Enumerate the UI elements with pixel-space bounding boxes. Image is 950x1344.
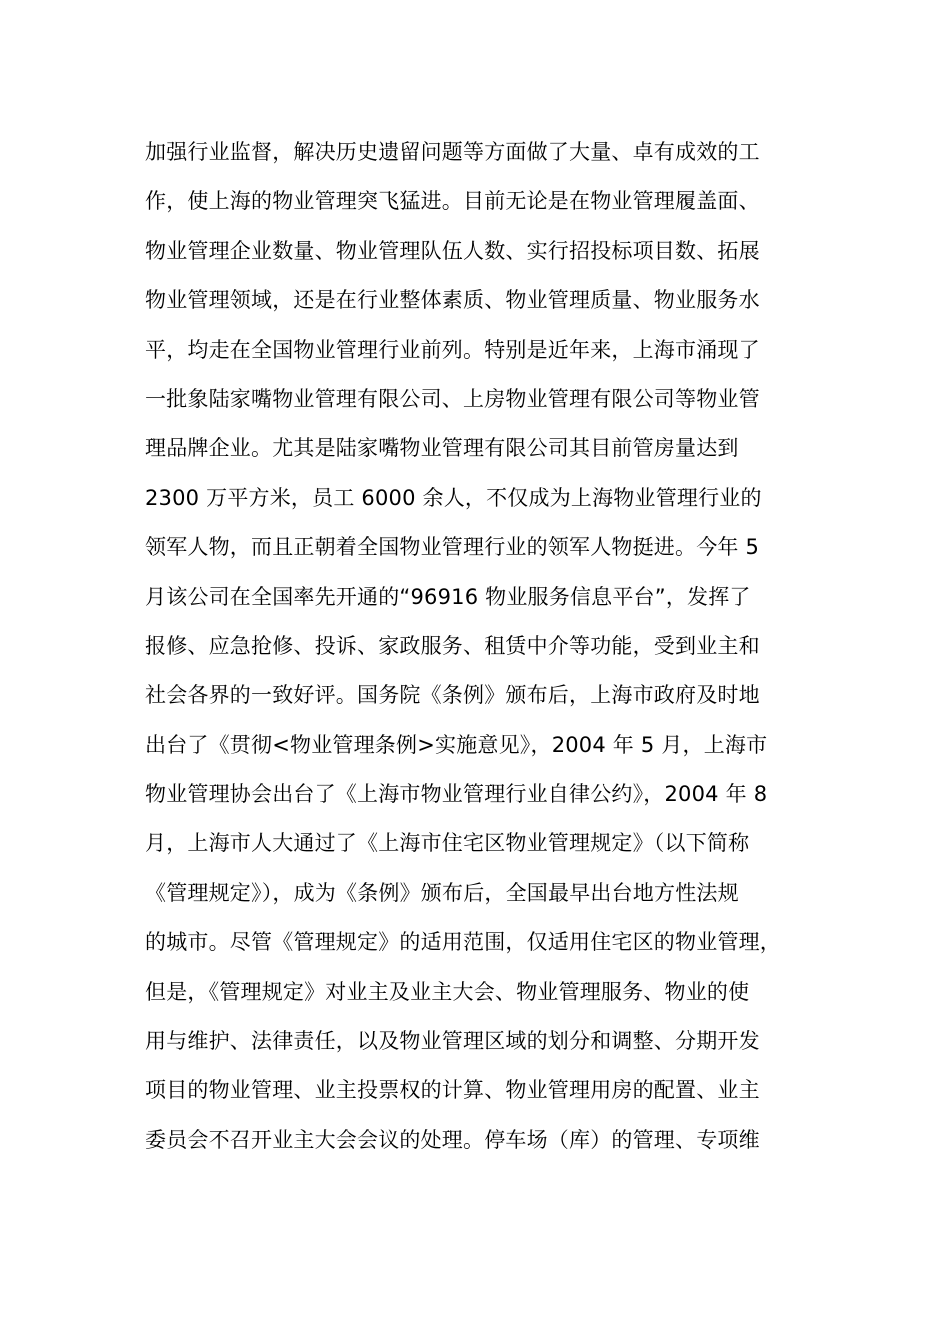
text-line-13: 出台了《贯彻<物业管理条例>实施意见》，2004 年 5 月，上海市 bbox=[145, 732, 768, 757]
body-text bbox=[145, 128, 815, 1165]
text-line-5: 平，均走在全国物业管理行业前列。特别是近年来，上海市涌现了 bbox=[145, 337, 760, 362]
text-line-6: 一批象陆家嘴物业管理有限公司、上房物业管理有限公司等物业管 bbox=[145, 386, 760, 411]
text-line-19: 用与维护、法律责任，以及物业管理区域的划分和调整、分期开发 bbox=[145, 1029, 760, 1054]
text-line-15: 月，上海市人大通过了《上海市住宅区物业管理规定》（以下简称 bbox=[145, 831, 750, 856]
text-line-14: 物业管理协会出台了《上海市物业管理行业自律公约》，2004 年 8 bbox=[145, 782, 768, 807]
text-line-17: 的城市。尽管《管理规定》的适用范围，仅适用住宅区的物业管理， bbox=[145, 930, 781, 955]
text-line-16: 《管理规定》），成为《条例》颁布后，全国最早出台地方性法规 bbox=[145, 880, 739, 905]
text-line-3: 物业管理企业数量、物业管理队伍人数、实行招投标项目数、拓展 bbox=[145, 238, 760, 263]
text-line-18: 但是，《管理规定》对业主及业主大会、物业管理服务、物业的使 bbox=[145, 979, 750, 1004]
text-line-21: 委员会不召开业主大会会议的处理。停车场（库）的管理、专项维 bbox=[145, 1127, 760, 1152]
text-line-4: 物业管理领域，还是在行业整体素质、物业管理质量、物业服务水 bbox=[145, 288, 760, 313]
text-line-20: 项目的物业管理、业主投票权的计算、物业管理用房的配置、业主 bbox=[145, 1078, 760, 1103]
text-line-7: 理品牌企业。尤其是陆家嘴物业管理有限公司其目前管房量达到 bbox=[145, 436, 739, 461]
text-line-1: 加强行业监督，解决历史遗留问题等方面做了大量、卓有成效的工 bbox=[145, 140, 760, 164]
text-line-9: 领军人物，而且正朝着全国物业管理行业的领军人物挺进。今年 5 bbox=[145, 535, 760, 560]
text-line-12: 社会各界的一致好评。国务院《条例》颁布后，上海市政府及时地 bbox=[145, 683, 760, 708]
text-line-10: 月该公司在全国率先开通的“96916 物业服务信息平台”，发挥了 bbox=[145, 584, 751, 609]
text-line-8: 2300 万平方米，员工 6000 余人，不仅成为上海物业管理行业的 bbox=[145, 485, 762, 510]
text-line-11: 报修、应急抢修、投诉、家政服务、租赁中介等功能，受到业主和 bbox=[145, 633, 760, 658]
text-line-2: 作，使上海的物业管理突飞猛进。目前无论是在物业管理履盖面、 bbox=[145, 189, 760, 214]
